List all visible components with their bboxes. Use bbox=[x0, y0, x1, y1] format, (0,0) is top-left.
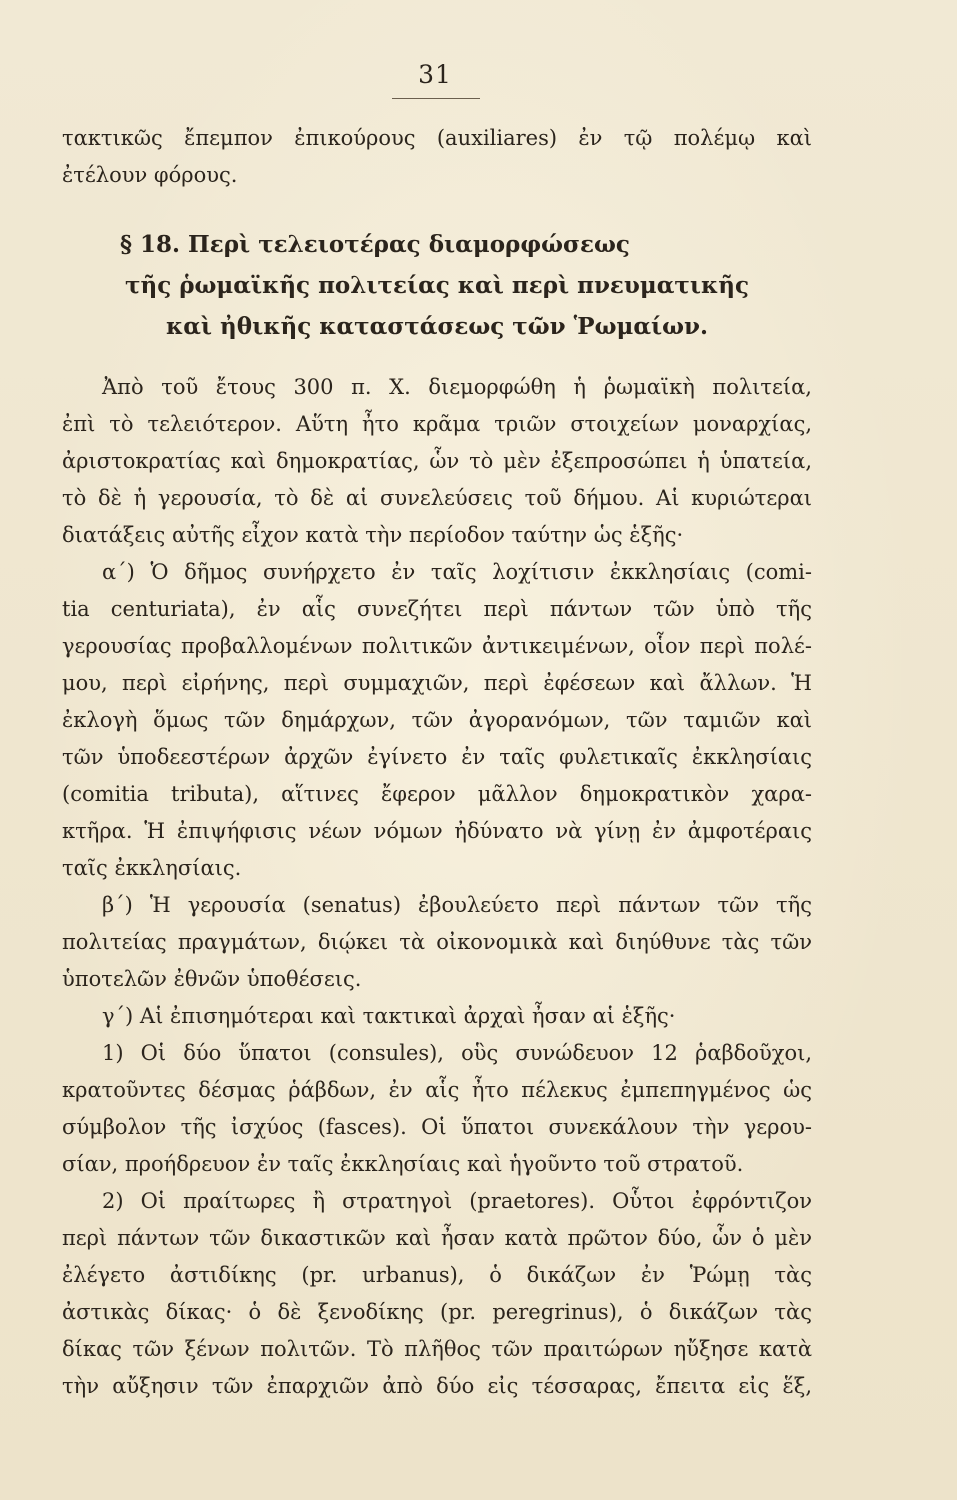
text-line: β΄) Ἡ γερουσία (senatus) ἐβουλεύετο περὶ πάντων τῶν τῆς bbox=[102, 893, 812, 917]
header-rule bbox=[392, 98, 480, 99]
text-line: ἀριστοκρατίας καὶ δημοκρατίας, ὧν τὸ μὲν ἐξεπροσώπει ἡ ὑπατεία, bbox=[62, 449, 812, 473]
text-line: διατάξεις αὐτῆς εἶχον κατὰ τὴν περίοδον ταύτην ὡς ἑξῆς· bbox=[62, 523, 684, 547]
text-line: α΄) Ὁ δῆμος συνήρχετο ἐν ταῖς λοχίτισιν ἐκκλησίαις (comi- bbox=[102, 560, 812, 584]
text-line: 1) Οἱ δύο ὕπατοι (consules), οὓς συνώδευον 12 ῥαβδοῦχοι, bbox=[102, 1041, 812, 1065]
text-line: Ἀπὸ τοῦ ἔτους 300 π. Χ. διεμορφώθη ἡ ῥωμαϊκὴ πολιτεία, bbox=[102, 375, 812, 399]
text-line: τῶν ὑποδεεστέρων ἀρχῶν ἐγίνετο ἐν ταῖς φυλετικαῖς ἐκκλησίαις bbox=[62, 745, 812, 769]
text-line: tia centuriata), ἐν αἷς συνεζήτει περὶ πάντων τῶν ὑπὸ τῆς bbox=[62, 597, 812, 621]
page-content bbox=[62, 120, 812, 1405]
text-line: ἐπὶ τὸ τελειότερον. Αὕτη ἦτο κρᾶμα τριῶν στοιχείων μοναρχίας, bbox=[62, 412, 812, 436]
text-line: τακτικῶς ἔπεμπον ἐπικούρους (auxiliares) ἐν τῷ πολέμῳ καὶ bbox=[62, 126, 812, 150]
text-line: κτῆρα. Ἡ ἐπιψήφισις νέων νόμων ἠδύνατο νὰ γίνῃ ἐν ἀμφοτέραις bbox=[62, 819, 812, 843]
text-line: γ΄) Αἱ ἐπισημότεραι καὶ τακτικαὶ ἀρχαὶ ἦσαν αἱ ἑξῆς· bbox=[102, 1004, 676, 1028]
text-line: τὸ δὲ ἡ γερουσία, τὸ δὲ αἱ συνελεύσεις τοῦ δήμου. Αἱ κυριώτεραι bbox=[62, 486, 812, 510]
text-line: σίαν, προήδρευον ἐν ταῖς ἐκκλησίαις καὶ ἡγοῦντο τοῦ στρατοῦ. bbox=[62, 1152, 744, 1176]
text-line: ὑποτελῶν ἐθνῶν ὑποθέσεις. bbox=[62, 967, 362, 991]
text-line: κρατοῦντες δέσμας ῥάβδων, ἐν αἷς ἦτο πέλεκυς ἐμπεπηγμένος ὡς bbox=[62, 1078, 812, 1102]
text-line: (comitia tributa), αἵτινες ἔφερον μᾶλλον δημοκρατικὸν χαρα- bbox=[62, 782, 812, 806]
text-line: 2) Οἱ πραίτωρες ἢ στρατηγοὶ (praetores). Οὗτοι ἐφρόντιζον bbox=[102, 1189, 812, 1213]
text-line: μου, περὶ εἰρήνης, περὶ συμμαχιῶν, περὶ ἐφέσεων καὶ ἄλλων. Ἡ bbox=[62, 671, 812, 695]
text-line: σύμβολον τῆς ἰσχύος (fasces). Οἱ ὕπατοι συνεκάλουν τὴν γερου- bbox=[62, 1115, 812, 1139]
text-line: τὴν αὔξησιν τῶν ἐπαρχιῶν ἀπὸ δύο εἰς τέσσαρας, ἔπειτα εἰς ἕξ, bbox=[62, 1374, 812, 1398]
section-heading-line: § 18. Περὶ τελειοτέρας διαμορφώσεως bbox=[120, 231, 630, 258]
text-line: ἐκλογὴ ὅμως τῶν δημάρχων, τῶν ἀγορανόμων, τῶν ταμιῶν καὶ bbox=[62, 708, 812, 732]
text-line: γερουσίας προβαλλομένων πολιτικῶν ἀντικειμένων, οἷον περὶ πολέ- bbox=[62, 634, 812, 658]
section-heading-line: καὶ ἠθικῆς καταστάσεως τῶν Ῥωμαίων. bbox=[165, 313, 709, 340]
text-line: πολιτείας πραγμάτων, διῴκει τὰ οἰκονομικὰ καὶ διηύθυνε τὰς τῶν bbox=[62, 930, 812, 954]
text-line: ταῖς ἐκκλησίαις. bbox=[62, 856, 242, 880]
text-line: περὶ πάντων τῶν δικαστικῶν καὶ ἦσαν κατὰ πρῶτον δύο, ὧν ὁ μὲν bbox=[62, 1226, 812, 1250]
text-line: ἀστικὰς δίκας· ὁ δὲ ξενοδίκης (pr. peregrinus), ὁ δικάζων τὰς bbox=[62, 1300, 812, 1324]
page-number: 31 bbox=[418, 60, 452, 89]
text-line: ἐλέγετο ἀστιδίκης (pr. urbanus), ὁ δικάζων ἐν Ῥώμῃ τὰς bbox=[62, 1263, 812, 1287]
section-heading-line: τῆς ῥωμαϊκῆς πολιτείας καὶ περὶ πνευματικῆς bbox=[125, 272, 749, 299]
text-line: δίκας τῶν ξένων πολιτῶν. Τὸ πλῆθος τῶν πραιτώρων ηὔξησε κατὰ bbox=[62, 1337, 812, 1361]
text-line: ἐτέλουν φόρους. bbox=[62, 163, 238, 187]
